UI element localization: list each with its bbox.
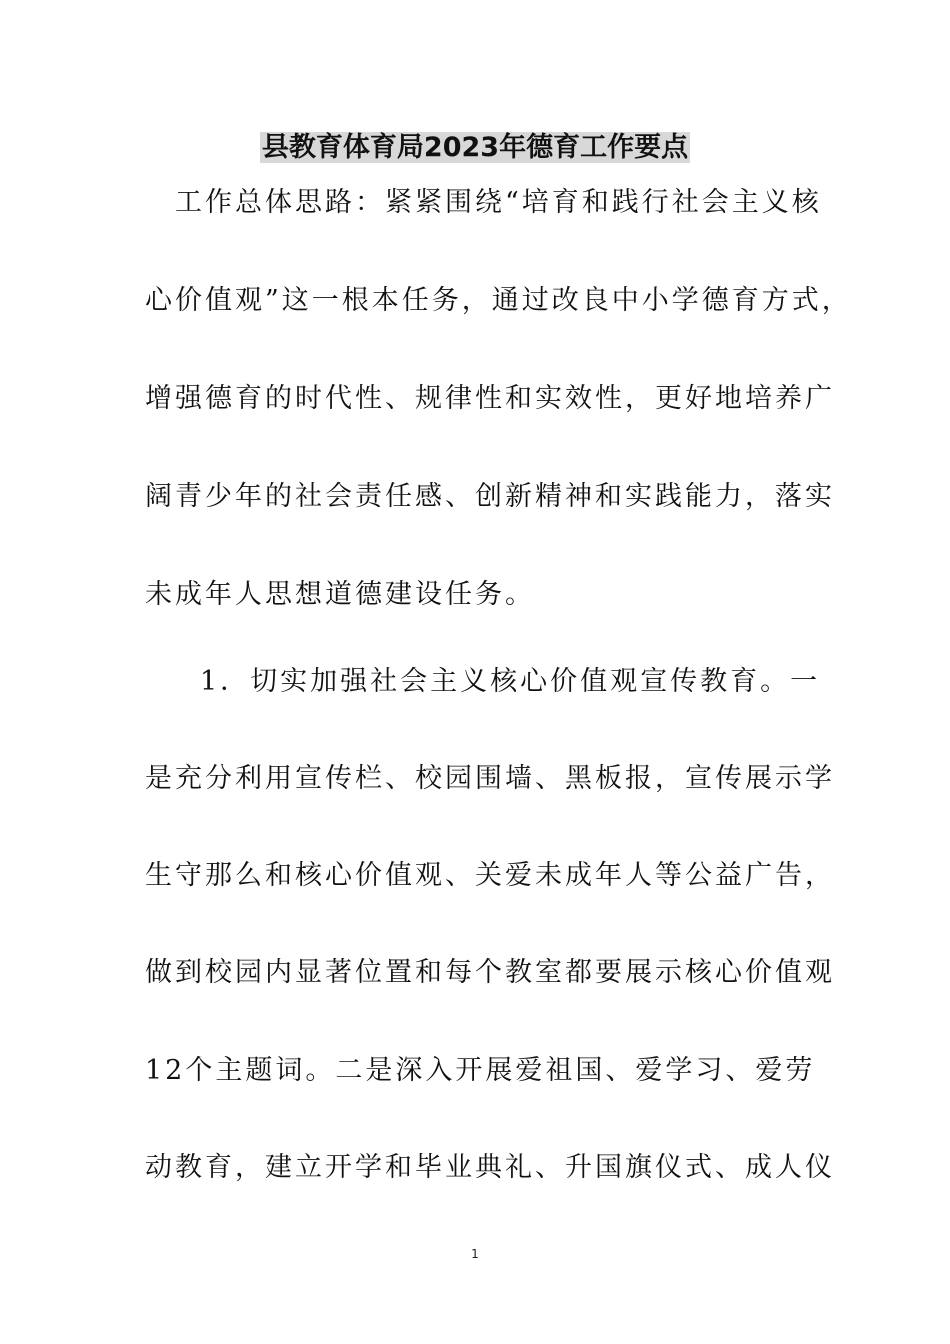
paragraph-line: 动教育，建立开学和毕业典礼、升国旗仪式、成人仪: [145, 1152, 835, 1183]
paragraph-line: 做到校园内显著位置和每个教室都要展示核心价值观: [145, 957, 835, 988]
paragraph-line: 阔青少年的社会责任感、创新精神和实践能力，落实: [145, 481, 835, 512]
paragraph-line: 增强德育的时代性、规律性和实效性，更好地培养广: [145, 383, 835, 414]
document-title-text: 县教育体育局2023年德育工作要点: [261, 132, 689, 163]
paragraph-line: 12个主题词。二是深入开展爱祖国、爱学习、爱劳: [145, 1055, 816, 1086]
paragraph-line: 1．切实加强社会主义核心价值观宣传教育。一: [200, 666, 821, 697]
page-number: 1: [471, 1247, 479, 1261]
paragraph-line: 心价值观”这一根本任务，通过改良中小学德育方式，: [145, 285, 852, 316]
paragraph-line: 工作总体思路：紧紧围绕“培育和践行社会主义核: [175, 187, 822, 218]
paragraph-line: 是充分利用宣传栏、校园围墙、黑板报，宣传展示学: [145, 763, 835, 794]
paragraph-line: 生守那么和核心价值观、关爱未成年人等公益广告，: [145, 860, 835, 891]
document-title: [0, 128, 950, 168]
paragraph-line: 未成年人思想道德建设任务。: [145, 579, 535, 610]
